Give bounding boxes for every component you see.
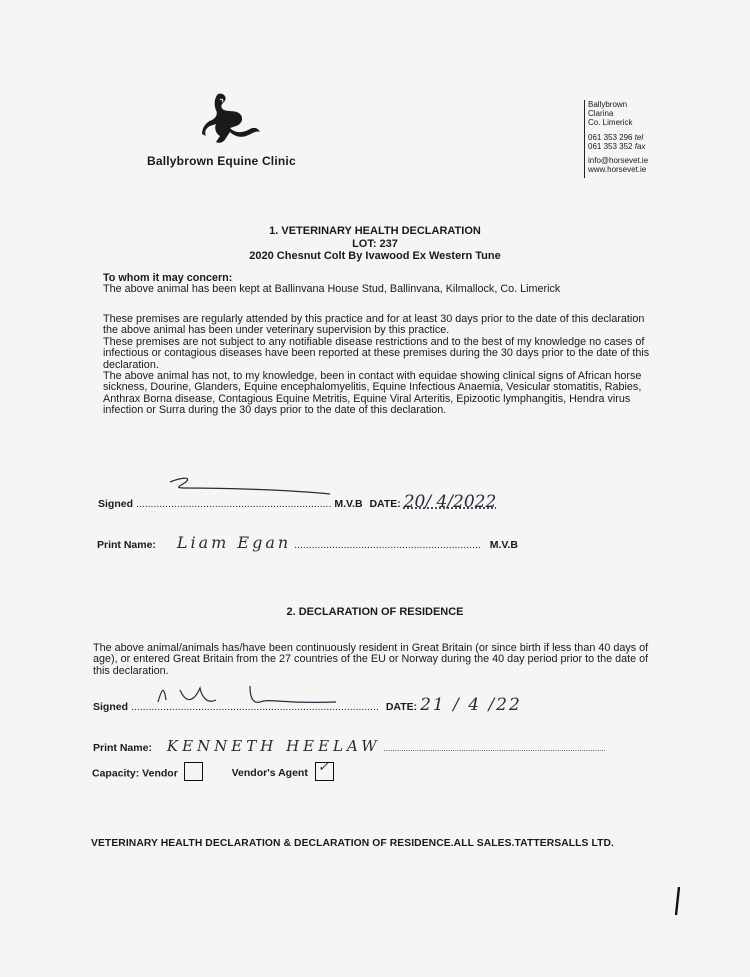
vendors-agent-label: Vendor's Agent: [231, 767, 308, 780]
date-value-2[interactable]: 21 / 4 /22: [420, 695, 522, 715]
vet-signature-scribble-icon: [140, 474, 340, 504]
section1-title: [0, 225, 750, 263]
declaration-paragraphs: [103, 314, 658, 417]
vet-print-name-row: [97, 533, 518, 552]
address-block: [584, 100, 648, 178]
address-line: Clarina: [588, 109, 614, 119]
footer-text: VETERINARY HEALTH DECLARATION & DECLARATION OF RESIDENCE.ALL SALES.TATTERSALLS LTD.: [91, 838, 614, 849]
print-name-label: Print Name:: [97, 539, 156, 551]
address-line: Ballybrown: [588, 100, 628, 109]
signed-label-2: Signed: [93, 701, 129, 713]
vendors-agent-checkbox[interactable]: [315, 762, 334, 781]
capacity-row: [92, 760, 334, 783]
print-name-value-2[interactable]: KENNETH HEELAW: [166, 737, 381, 755]
capacity-vendor-label: Capacity: Vendor: [92, 767, 178, 780]
date-value[interactable]: 20/ 4/2022: [403, 492, 497, 512]
address-line: Co. Limerick: [588, 118, 633, 128]
pen-stroke-icon: [674, 886, 680, 916]
kept-at-statement: The above animal has been kept at Ballinvana House Stud, Ballinvana, Kilmallock, Co. Limerick: [103, 283, 561, 296]
section2-heading: 2. DECLARATION OF RESIDENCE: [286, 606, 464, 618]
print-name-line-2: ....................................................................................................: [383, 744, 606, 753]
mvb-label-2: M.V.B: [489, 539, 518, 551]
supervision-paragraph: These premises are regularly attended by this practice and for at least 30 days prior to the date of this declaration the above animal has been under veterinary supervision by this practice.: [103, 313, 645, 337]
agent-signature-scribble-icon: [150, 680, 340, 710]
agent-check-mark: ✓: [317, 760, 329, 775]
disease-restrictions-paragraph: These premises are not subject to any notifiable disease restrictions and to the best of my knowledge no cases of infectious or contagious diseases have been reported at these premises during the 30 days prior to the date of this declaration.: [103, 335, 650, 371]
mvb-label: M.V.B: [334, 498, 363, 510]
residence-print-name-row: [93, 737, 606, 755]
telephone: 061 353 296 tel: [588, 132, 644, 142]
fax: 061 353 352 fax: [588, 141, 646, 151]
website-link[interactable]: www.horsevet.ie: [588, 165, 647, 175]
print-name-line: ................................................................: [294, 539, 481, 551]
email-link[interactable]: info@horsevet.ie: [588, 156, 649, 166]
contact-paragraph: The above animal has not, to my knowledge, been in contact with equidae showing clinical signs of African horse sickness, Dourine, Glanders, Equine encephalomyelitis, Equine Infectious Anaemia, Vesicular stomatitis, Rabies, Anthrax Borna disease, Contagious Equine Metritis, Equine Viral Arteritis, Epizootic lymphangitis, Hendra virus infection or Surra during the 30 days prior to the date of this declaration.: [103, 370, 642, 417]
print-name-label-2: Print Name:: [93, 742, 152, 754]
signature-line[interactable]: ...................................................................: [135, 498, 332, 510]
date-label-2: DATE:: [385, 701, 418, 713]
vendor-checkbox[interactable]: [184, 762, 203, 781]
horse-description: 2020 Chesnut Colt By Ivawood Ex Western Tune: [249, 250, 501, 262]
lot-number: LOT: 237: [352, 237, 398, 250]
date-label: DATE:: [369, 498, 401, 510]
print-name-value[interactable]: Liam Egan: [176, 533, 292, 552]
signed-label: Signed: [98, 498, 134, 510]
section1-heading: 1. VETERINARY HEALTH DECLARATION: [269, 225, 481, 237]
clinic-name: Ballybrown Equine Clinic: [147, 154, 296, 168]
residence-body: The above animal/animals has/have been continuously resident in Great Britain (or since birth if less than 40 days of age), or entered Great Britain from the 27 countries of the EU or Norway during the 40 day period prior to the date of this declaration.: [93, 642, 649, 677]
signature-line-2[interactable]: .....................................................................................: [130, 701, 379, 713]
horse-rider-logo-icon: [196, 90, 266, 150]
salutation-block: [103, 273, 658, 296]
salutation: To whom it may concern:: [103, 272, 233, 284]
